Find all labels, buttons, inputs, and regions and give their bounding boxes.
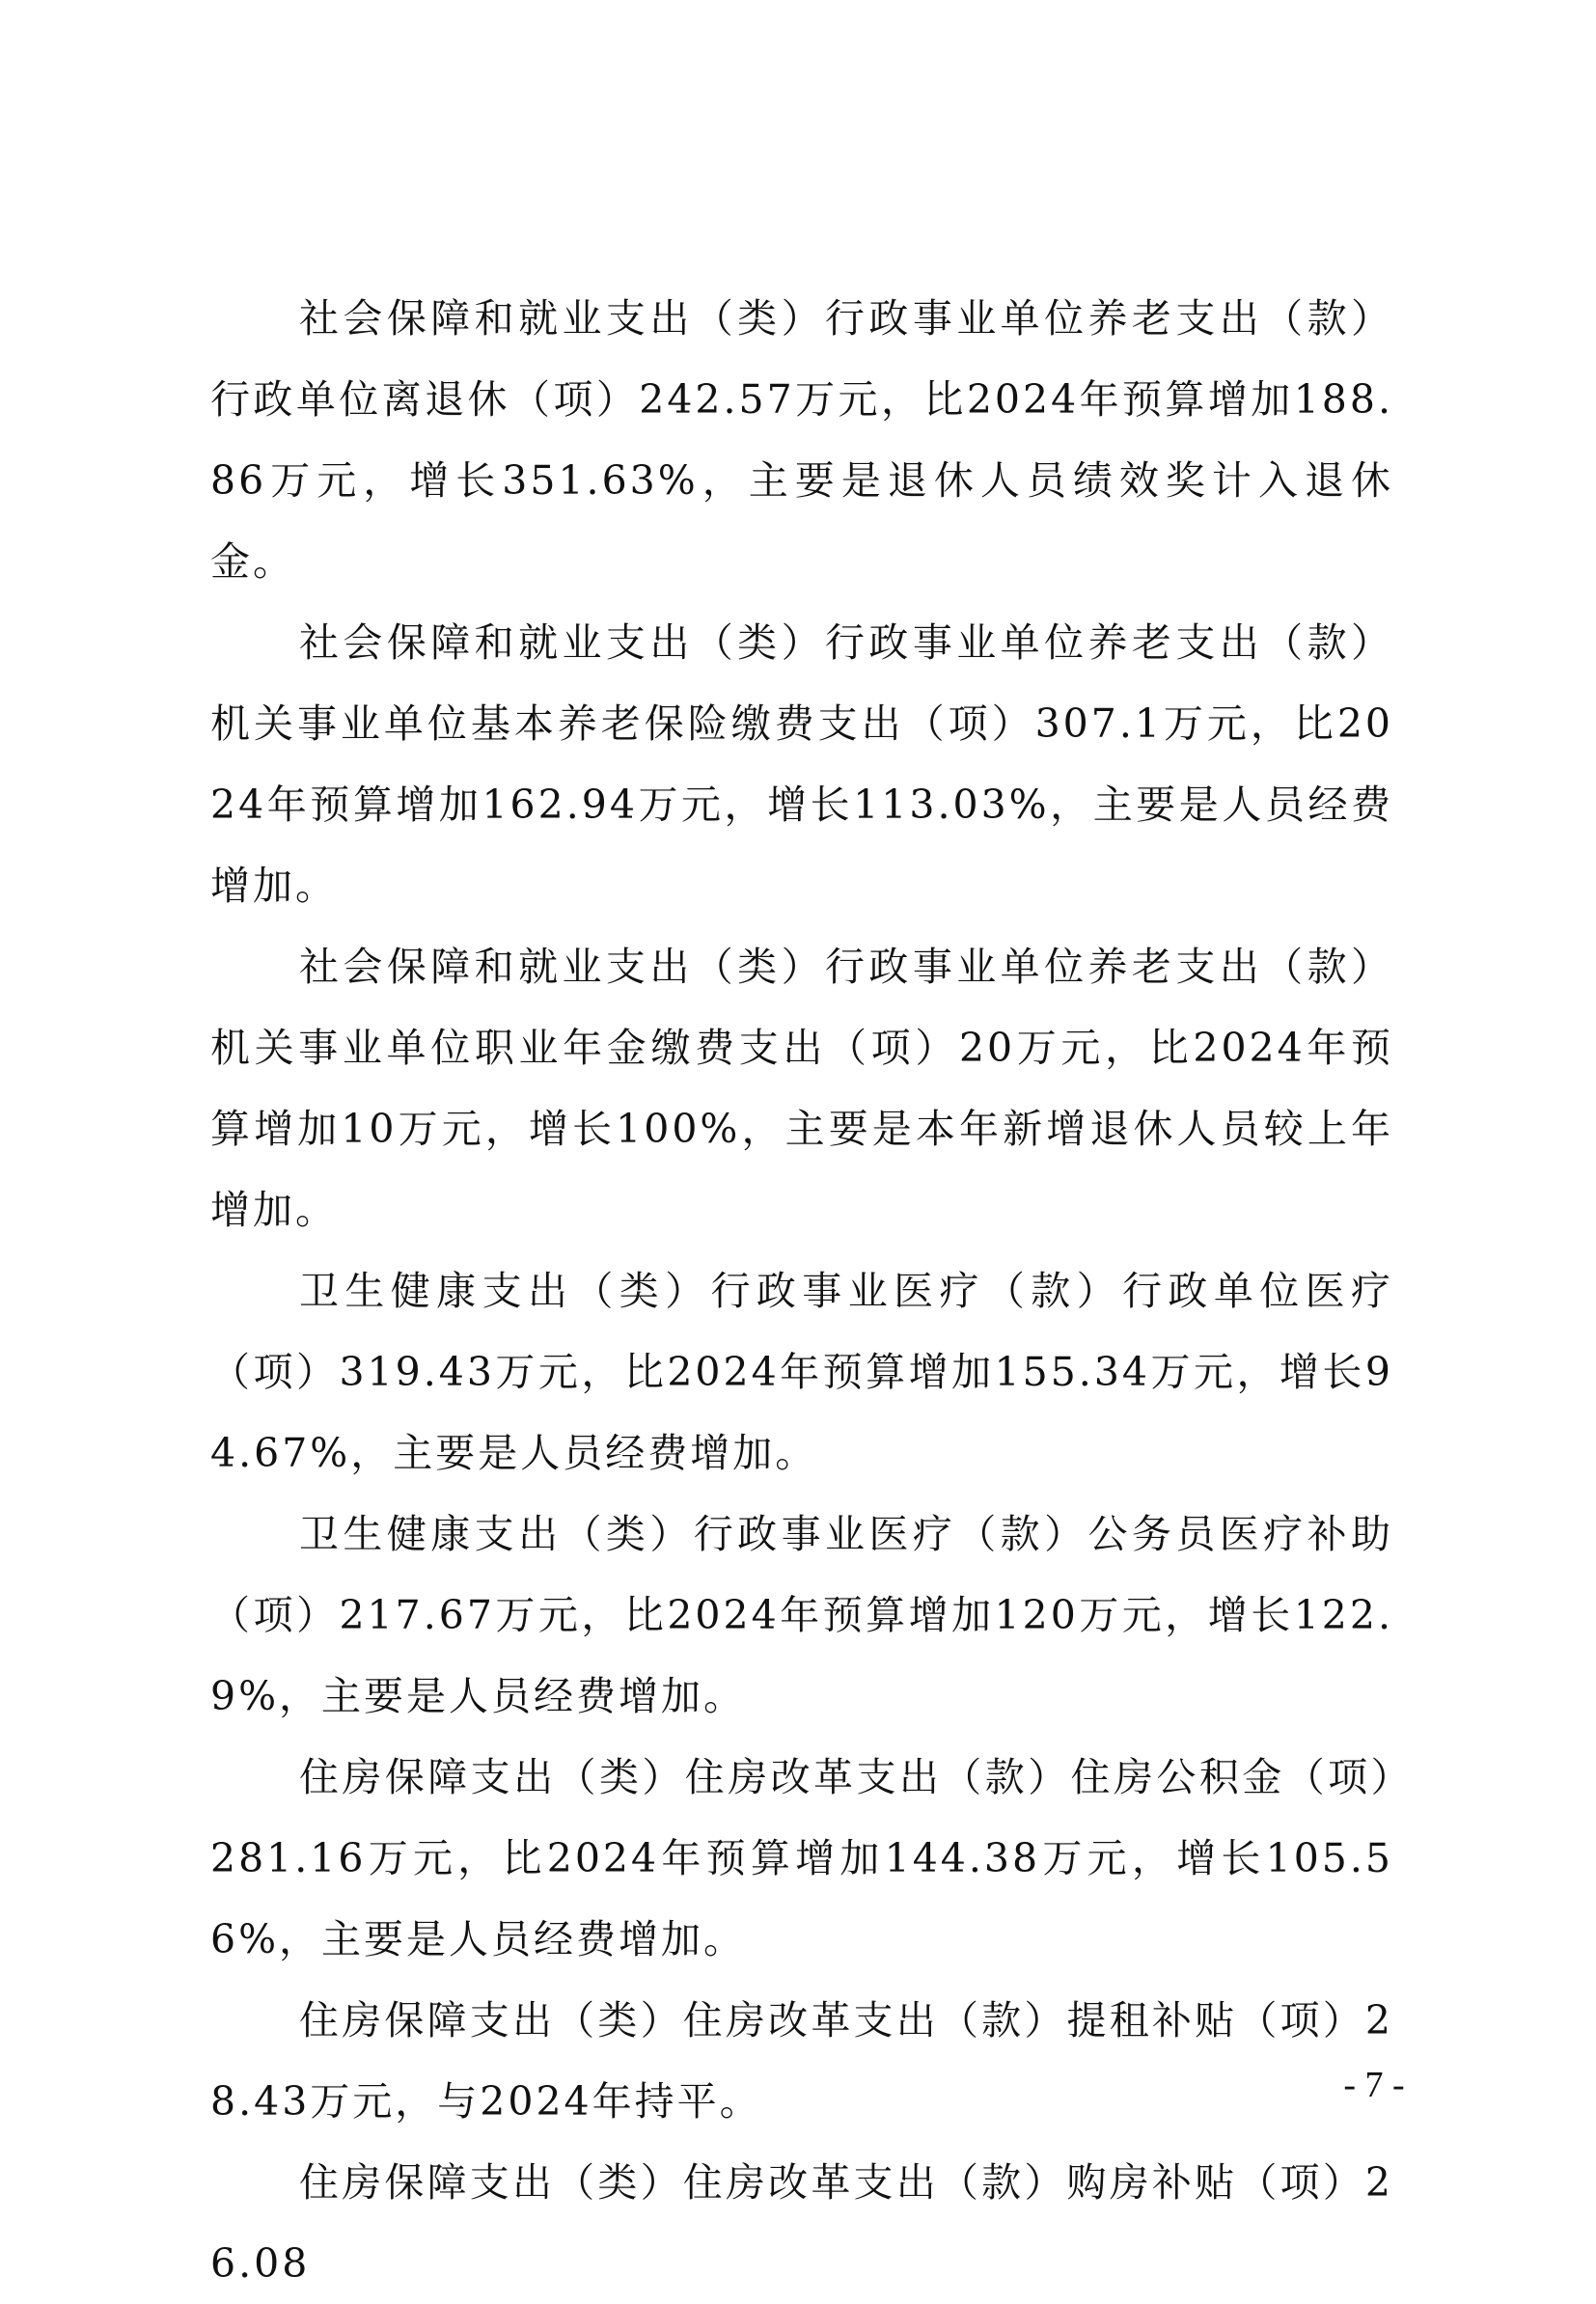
page-number: - 7 - — [1343, 2065, 1405, 2105]
paragraph-housing-fund: 住房保障支出（类）住房改革支出（款）住房公积金（项）281.16万元，比2024年预算增加144.38万元，增长105.56%，主要是人员经费增加。 — [210, 1754, 1393, 1962]
paragraph-occupational-annuity: 社会保障和就业支出（类）行政事业单位养老支出（款）机关事业单位职业年金缴费支出（项）20万元，比2024年预算增加10万元，增长100%，主要是本年新增退休人员较上年增加。 — [210, 944, 1393, 1233]
paragraph-retiree-expenditure: 社会保障和就业支出（类）行政事业单位养老支出（款）行政单位离退休（项）242.57万元，比2024年预算增加188.86万元，增长351.63%，主要是退休人员绩效奖计入退休金。 — [210, 295, 1393, 585]
document-body — [210, 278, 1393, 2304]
paragraph-housing-purchase-subsidy: 住房保障支出（类）住房改革支出（款）购房补贴（项）26.08 — [210, 2159, 1393, 2287]
paragraph-civil-servant-medical: 卫生健康支出（类）行政事业医疗（款）公务员医疗补助（项）217.67万元，比2024年预算增加120万元，增长122.9%，主要是人员经费增加。 — [210, 1511, 1393, 1719]
paragraph-administrative-medical: 卫生健康支出（类）行政事业医疗（款）行政单位医疗（项）319.43万元，比2024年预算增加155.34万元，增长94.67%，主要是人员经费增加。 — [210, 1268, 1393, 1476]
paragraph-rent-subsidy: 住房保障支出（类）住房改革支出（款）提租补贴（项）28.43万元，与2024年持平。 — [210, 1997, 1393, 2125]
paragraph-pension-insurance: 社会保障和就业支出（类）行政事业单位养老支出（款）机关事业单位基本养老保险缴费支出（项）307.1万元，比2024年预算增加162.94万元，增长113.03%，主要是人员经费增加。 — [210, 619, 1393, 909]
